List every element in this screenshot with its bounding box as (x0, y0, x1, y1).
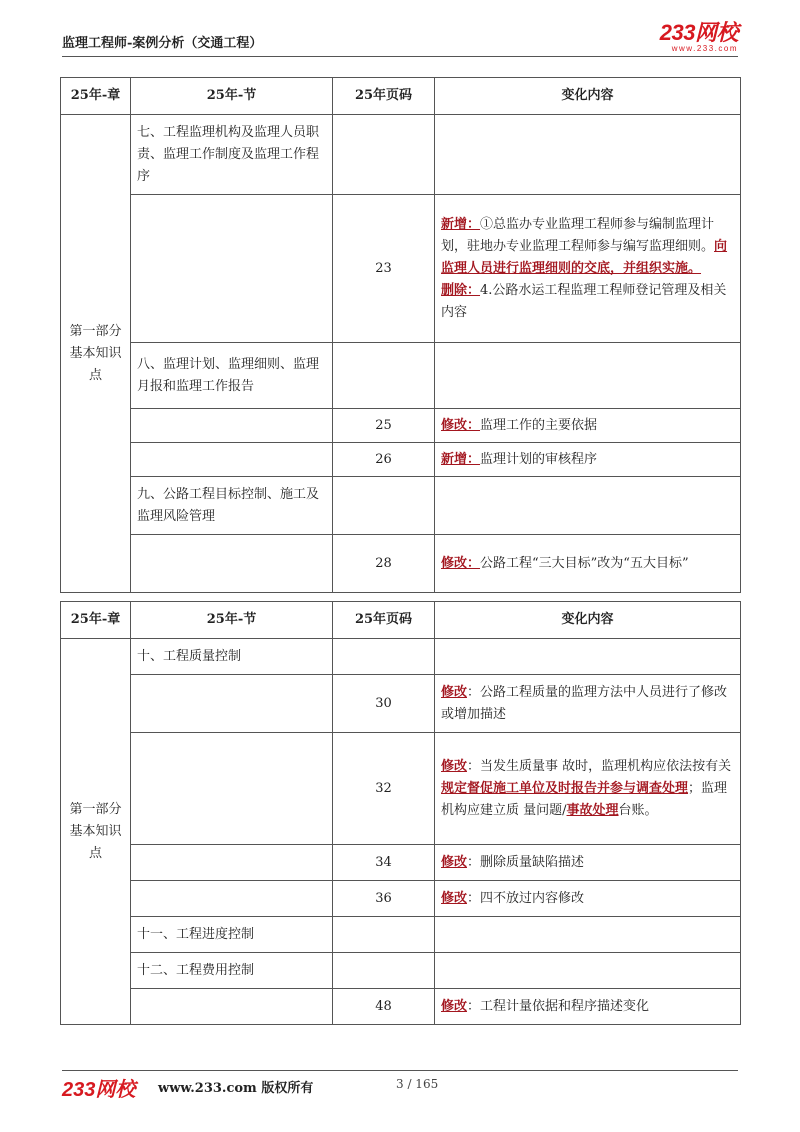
page-cell: 25 (333, 409, 435, 443)
footer-copyright: www.233.com 版权所有 (158, 1081, 314, 1096)
change-cell (435, 675, 741, 733)
change-cell (435, 115, 741, 195)
section-cell: 七、工程监理机构及监理人员职责、监理工作制度及监理工作程序 (131, 115, 333, 195)
page-cell: 36 (333, 881, 435, 917)
highlight-text: 向监理人员进行监理细则的交底，并组织实施。 (441, 238, 728, 276)
change-text: ：工程计量依据和程序描述变化 (467, 998, 650, 1014)
change-cell (435, 443, 741, 477)
section-cell (131, 733, 333, 845)
change-text: 4.公路水运工程监理工程师登记管理及相关内容 (441, 282, 727, 320)
change-type-label: 修改 (441, 998, 468, 1014)
change-text: ：四不放过内容修改 (467, 890, 585, 906)
section-cell: 十、工程质量控制 (131, 639, 333, 675)
col-header-section: 25年-节 (131, 602, 333, 639)
table-row (61, 343, 741, 409)
table-row (61, 535, 741, 593)
change-type-label: 修改： (441, 555, 481, 571)
change-cell (435, 535, 741, 593)
table-header-row (61, 78, 741, 115)
brand-logo (660, 22, 738, 53)
page-cell (333, 477, 435, 535)
section-cell (131, 845, 333, 881)
page-footer (62, 1070, 738, 1101)
page-cell (333, 953, 435, 989)
table-row (61, 845, 741, 881)
change-type-label: 新增： (441, 451, 481, 467)
chapter-cell: 第一部分基本知识点 (61, 115, 131, 593)
table-row (61, 917, 741, 953)
change-text: 监理计划的审核程序 (480, 451, 598, 467)
change-type-label: 新增： (441, 216, 481, 232)
table-row (61, 881, 741, 917)
document-title: 监理工程师-案例分析（交通工程） (62, 36, 263, 51)
logo-text: 233网校 (659, 20, 738, 45)
change-type-label: 删除： (441, 282, 481, 298)
change-text: ：删除质量缺陷描述 (467, 854, 585, 870)
change-type-label: 修改 (441, 854, 468, 870)
change-text: ；监理机构应建立质 量问题/ (441, 780, 728, 818)
section-cell (131, 881, 333, 917)
change-cell (435, 881, 741, 917)
page-cell (333, 639, 435, 675)
logo-url: www.233.com (671, 44, 738, 53)
page-cell: 23 (333, 195, 435, 343)
col-header-section: 25年-节 (131, 78, 333, 115)
page-cell: 34 (333, 845, 435, 881)
col-header-chapter: 25年-章 (61, 78, 131, 115)
table-row (61, 477, 741, 535)
table-row (61, 115, 741, 195)
table-row (61, 953, 741, 989)
change-text: ①总监办专业监理工程师参与编制监理计划，驻地办专业监理工程师参与编写监理细则。 (441, 216, 715, 254)
footer-logo: 233网校 (62, 1079, 136, 1101)
page-cell (333, 115, 435, 195)
change-text: ：公路工程质量的监理方法中人员进行了修改或增加描述 (441, 684, 728, 722)
change-text: ：当发生质量事 故时，监理机构应依法按有关 (467, 758, 732, 774)
table-row (61, 733, 741, 845)
page-cell: 26 (333, 443, 435, 477)
table-row (61, 639, 741, 675)
change-type-label: 修改 (441, 758, 468, 774)
change-cell (435, 953, 741, 989)
page-cell (333, 917, 435, 953)
chapter-cell: 第一部分基本知识点 (61, 639, 131, 1025)
section-cell: 九、公路工程目标控制、施工及监理风险管理 (131, 477, 333, 535)
section-cell (131, 443, 333, 477)
page-cell (333, 343, 435, 409)
change-type-label: 修改 (441, 890, 468, 906)
section-cell (131, 675, 333, 733)
table-row (61, 675, 741, 733)
section-cell: 十二、工程费用控制 (131, 953, 333, 989)
change-text: 台账。 (618, 802, 658, 818)
change-cell (435, 989, 741, 1025)
page-number: 3 / 165 (396, 1077, 439, 1091)
table-row (61, 443, 741, 477)
page-cell: 32 (333, 733, 435, 845)
section-cell (131, 989, 333, 1025)
section-cell (131, 195, 333, 343)
page-cell: 48 (333, 989, 435, 1025)
table-header-row (61, 602, 741, 639)
change-cell (435, 477, 741, 535)
section-cell: 十一、工程进度控制 (131, 917, 333, 953)
col-header-chapter: 25年-章 (61, 602, 131, 639)
change-cell (435, 409, 741, 443)
change-text: 公路工程“三大目标”改为“五大目标” (480, 555, 689, 571)
change-cell (435, 195, 741, 343)
highlight-text: 规定督促施工单位及时报告并参与调查处理 (441, 780, 689, 796)
highlight-text: 事故处理 (566, 802, 619, 818)
col-header-change: 变化内容 (435, 602, 741, 639)
page-cell: 28 (333, 535, 435, 593)
change-type-label: 修改： (441, 417, 481, 433)
change-cell (435, 917, 741, 953)
col-header-page: 25年页码 (333, 78, 435, 115)
table-row (61, 989, 741, 1025)
section-cell: 八、监理计划、监理细则、监理月报和监理工作报告 (131, 343, 333, 409)
page-cell: 30 (333, 675, 435, 733)
section-cell (131, 535, 333, 593)
col-header-change: 变化内容 (435, 78, 741, 115)
changes-table-2 (60, 601, 741, 1025)
change-cell (435, 733, 741, 845)
col-header-page: 25年页码 (333, 602, 435, 639)
change-cell (435, 845, 741, 881)
changes-table-1 (60, 77, 741, 593)
section-cell (131, 409, 333, 443)
page-header (62, 20, 738, 57)
table-row (61, 409, 741, 443)
change-type-label: 修改 (441, 684, 468, 700)
change-cell (435, 639, 741, 675)
change-cell (435, 343, 741, 409)
table-row (61, 195, 741, 343)
change-text: 监理工作的主要依据 (480, 417, 598, 433)
